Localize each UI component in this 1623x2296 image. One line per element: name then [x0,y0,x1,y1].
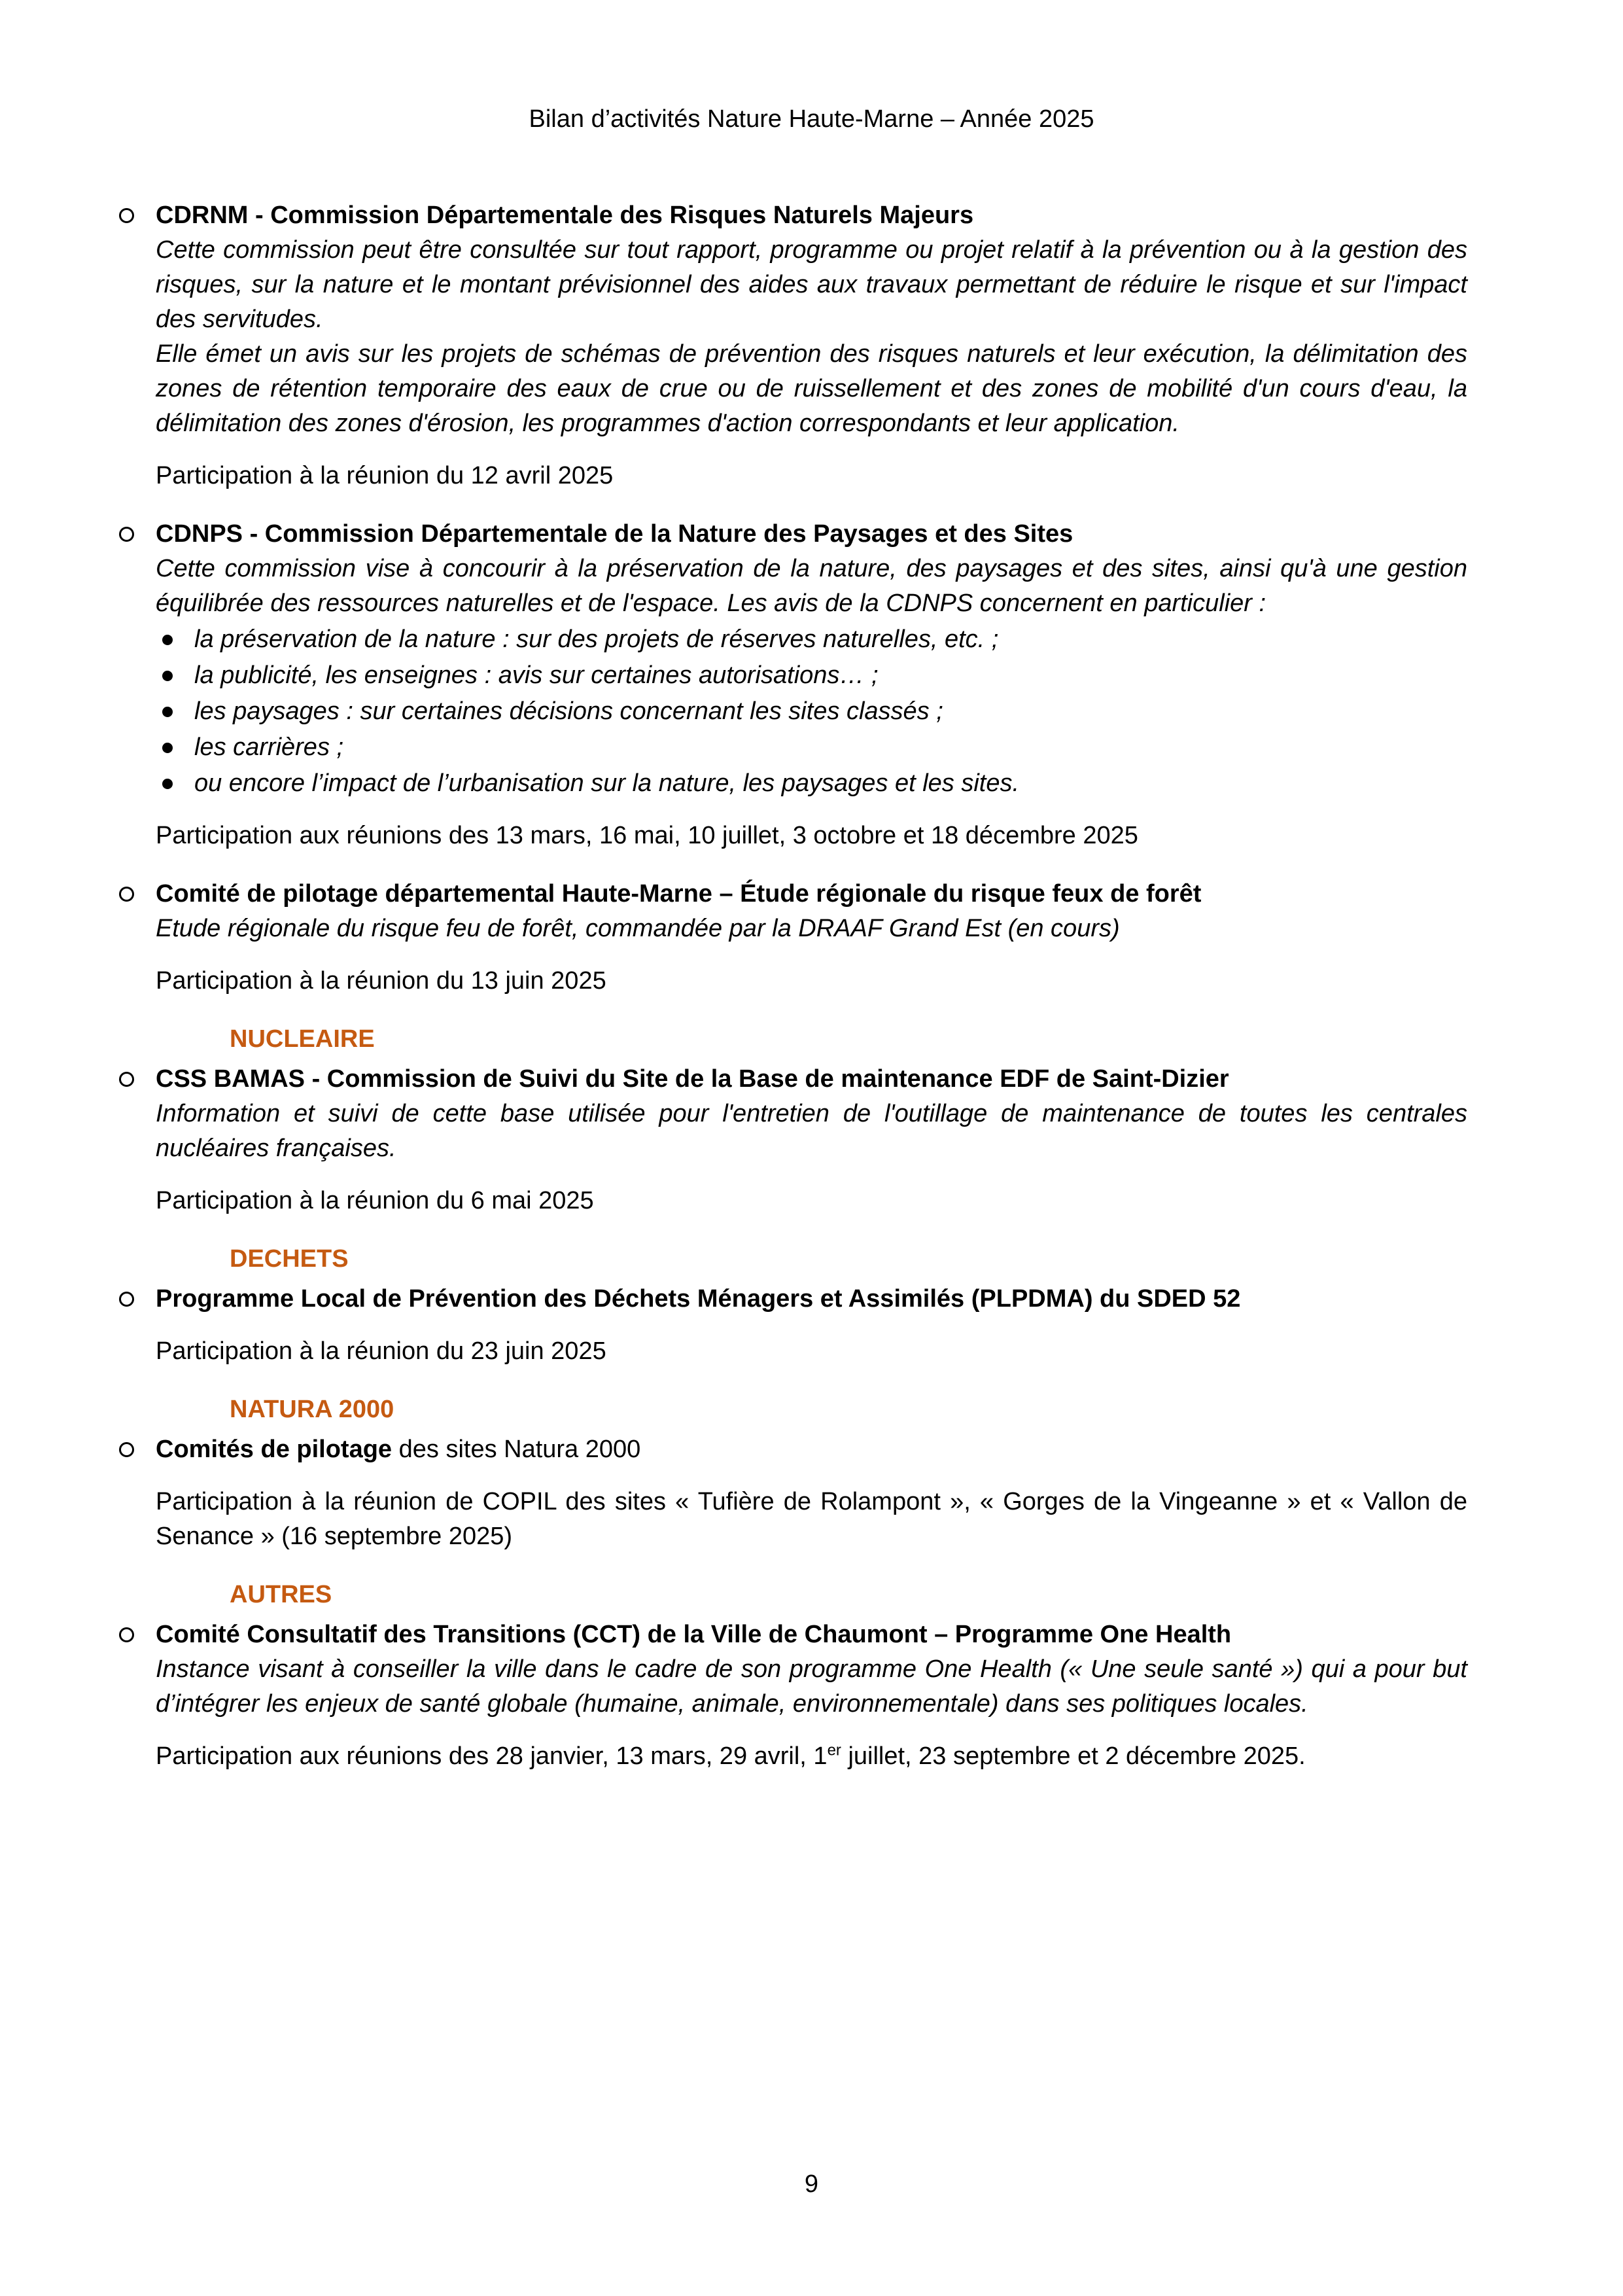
entry-title: Comité Consultatif des Transitions (CCT) de la Ville de Chaumont – Programme One Health [156,1621,1232,1648]
entry-title: CSS BAMAS - Commission de Suivi du Site de la Base de maintenance EDF de Saint-Dizier [156,1065,1229,1093]
participation-text: Participation aux réunions des 28 janvier, 13 mars, 29 avril, 1 [156,1742,828,1770]
list-item-text: les carrières ; [194,733,344,761]
entry-title: Programme Local de Prévention des Déchets Ménagers et Assimilés (PLPDMA) du SDED 52 [156,1285,1241,1313]
entry-title: Comité de pilotage départemental Haute-Marne – Étude régionale du risque feux de forêt [156,880,1202,908]
entry-cct [156,1617,1467,1774]
participation-note: Participation à la réunion du 23 juin 2025 [156,1337,606,1365]
dot-bullet-icon [162,671,173,681]
entry-cdnps [156,517,1467,853]
list-item [156,694,1467,729]
entry-description: Elle émet un avis sur les projets de schémas de prévention des risques naturels et leur exécution, la délimitation des zones de rétention temporaire des eaux de crue ou de ruissellement et des zones de mobilité d'un cours d'eau, la délimitation des zones d'érosion, les programmes d'action correspondants et leur application. [156,340,1467,437]
entry-title-regular: des sites Natura 2000 [392,1436,641,1463]
dot-bullet-icon [162,743,173,753]
entry-title: CDRNM - Commission Départementale des Risques Naturels Majeurs [156,202,974,229]
entry-title: CDNPS - Commission Départementale de la Nature des Paysages et des Sites [156,520,1073,548]
participation-note: Participation aux réunions des 13 mars, 16 mai, 10 juillet, 3 octobre et 18 décembre 2025 [156,822,1138,849]
entry-copil-feux [156,877,1467,998]
list-item [156,766,1467,801]
entry-natura-copil [156,1432,1467,1554]
list-item-text: la préservation de la nature : sur des projets de réserves naturelles, etc. ; [194,626,999,653]
participation-note [156,1739,1467,1774]
category-heading-autres: AUTRES [230,1581,332,1608]
category-heading-natura: NATURA 2000 [230,1396,394,1423]
header-title: Bilan d’activités Nature Haute-Marne – Année 2025 [529,105,1094,133]
list-item [156,730,1467,765]
category-heading-dechets: DECHETS [230,1245,349,1273]
circle-bullet-icon [119,1292,134,1307]
cdnps-bullet-list [156,622,1467,801]
participation-note: Participation à la réunion du 6 mai 2025 [156,1187,594,1214]
circle-bullet-icon [119,887,134,902]
entry-description: Cette commission peut être consultée sur tout rapport, programme ou projet relatif à la prévention ou à la gestion des risques, sur la nature et le montant prévisionnel des aides aux travaux permettant de réduire le risque et sur l'impact des servitudes. [156,236,1467,333]
circle-bullet-icon [119,1072,134,1087]
entry-title-bold: Comités de pilotage [156,1436,393,1463]
entry-description: Instance visant à conseiller la ville dans le cadre de son programme One Health (« Une seule santé ») qui a pour but d’intégrer les enjeux de santé globale (humaine, animale, environnementale) dans ses politiques locales. [156,1655,1467,1718]
ordinal-superscript: er [827,1741,841,1759]
circle-bullet-icon [119,208,134,223]
entry-description: Information et suivi de cette base utilisée pour l'entretien de l'outillage de maintenance de toutes les centrales nucléaires françaises. [156,1100,1467,1162]
list-item-text: les paysages : sur certaines décisions concernant les sites classés ; [194,698,943,725]
participation-text: juillet, 23 septembre et 2 décembre 2025. [841,1742,1306,1770]
page-number: 9 [804,2170,819,2198]
page-footer [0,2167,1623,2202]
category-heading-nucleaire: NUCLEAIRE [230,1025,375,1053]
list-item [156,622,1467,657]
entry-plpdma [156,1282,1467,1369]
page-header [0,102,1623,137]
participation-note: Participation à la réunion du 13 juin 2025 [156,967,606,995]
entry-description: Etude régionale du risque feu de forêt, commandée par la DRAAF Grand Est (en cours) [156,915,1120,942]
list-item-text: ou encore l’impact de l’urbanisation sur la nature, les paysages et les sites. [194,769,1020,797]
dot-bullet-icon [162,779,173,789]
entry-css-bamas [156,1062,1467,1218]
page-content [156,198,1467,1774]
dot-bullet-icon [162,707,173,717]
list-item-text: la publicité, les enseignes : avis sur certaines autorisations… ; [194,662,879,689]
participation-note: Participation à la réunion du 12 avril 2025 [156,462,614,489]
circle-bullet-icon [119,527,134,542]
circle-bullet-icon [119,1627,134,1642]
dot-bullet-icon [162,635,173,645]
entry-description: Cette commission vise à concourir à la préservation de la nature, des paysages et des sites, ainsi qu'à une gestion équilibrée des ressources naturelles et de l'espace. Les avis de la CDNPS concernent en particulier : [156,555,1467,617]
circle-bullet-icon [119,1442,134,1457]
entry-title [156,1432,1467,1467]
list-item [156,658,1467,693]
participation-note: Participation à la réunion de COPIL des sites « Tufière de Rolampont », « Gorges de la Vingeanne » et « Vallon de Senance » (16 septembre 2025) [156,1488,1467,1550]
entry-cdrnm [156,198,1467,493]
